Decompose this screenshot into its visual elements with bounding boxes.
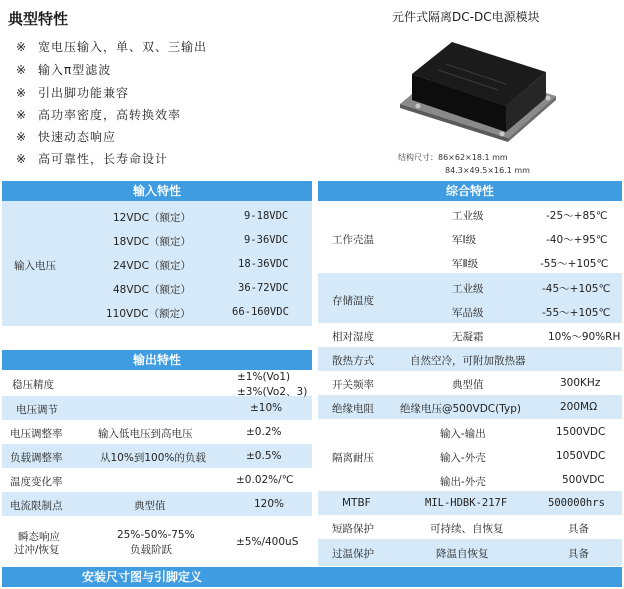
- output-param: 电流限制点: [10, 500, 63, 512]
- output-value: ±0.5%: [246, 450, 282, 462]
- output-param: 电压调整率: [10, 428, 63, 440]
- feature-item: ※ 引出脚功能兼容: [16, 86, 130, 100]
- temp-value: -55～+105℃: [542, 307, 611, 319]
- output-param-sub: 过冲/恢复: [14, 544, 60, 556]
- isolation-cond: 输出-外壳: [440, 476, 486, 488]
- input-header: 输入特性: [2, 181, 312, 201]
- overtemp-value: 具备: [568, 548, 589, 560]
- insul-value: 200MΩ: [560, 401, 598, 413]
- output-value: ±0.2%: [246, 426, 282, 438]
- general-header: 综合特性: [318, 181, 622, 201]
- feature-item: ※ 高功率密度，高转换效率: [16, 108, 182, 122]
- input-nominal: 110VDC（额定）: [106, 308, 191, 320]
- feature-item: ※ 快速动态响应: [16, 130, 117, 144]
- input-nominal: 18VDC（额定）: [113, 236, 191, 248]
- insul-label: 绝缘电阻: [332, 403, 374, 415]
- short-cond: 可持续、自恢复: [430, 523, 504, 535]
- input-range: 36-72VDC: [238, 282, 289, 294]
- isolation-value: 1050VDC: [556, 450, 606, 462]
- worktemp-label: 工作壳温: [332, 234, 374, 246]
- temp-value: -40～+95℃: [546, 234, 608, 246]
- output-param: 电压调节: [16, 404, 58, 416]
- humidity-label: 相对湿度: [332, 331, 374, 343]
- isolation-value: 500VDC: [562, 474, 605, 486]
- short-value: 具备: [568, 523, 589, 535]
- input-table: [2, 181, 312, 201]
- isolation-value: 1500VDC: [556, 426, 606, 438]
- grade: 工业级: [452, 210, 484, 222]
- short-label: 短路保护: [332, 523, 374, 535]
- input-range: 9-36VDC: [244, 234, 289, 246]
- features-title: 典型特性: [8, 10, 69, 28]
- overtemp-cond: 降温自恢复: [436, 548, 489, 560]
- mtbf-value: 500000hrs: [548, 497, 605, 509]
- footer-header: 安装尺寸图与引脚定义: [2, 567, 622, 587]
- product-title: 元件式隔离DC-DC电源模块: [392, 10, 540, 24]
- output-param: 负载调整率: [10, 452, 63, 464]
- grade: 军品级: [452, 307, 484, 319]
- humidity-cond: 无凝霜: [452, 331, 484, 343]
- output-value: ±10%: [250, 402, 283, 414]
- input-range: 9-18VDC: [244, 210, 289, 222]
- output-param: 瞬态响应: [18, 531, 60, 543]
- temp-value: -45～+105℃: [542, 283, 611, 295]
- overtemp-label: 过温保护: [332, 548, 374, 560]
- output-value: 120%: [254, 498, 285, 510]
- cooling-cond: 自然空冷，可附加散热器: [410, 355, 526, 367]
- feature-item: ※ 输入π型滤波: [16, 63, 112, 77]
- temp-value: -25～+85℃: [546, 210, 608, 222]
- insul-cond: 绝缘电压@500VDC(Typ): [400, 403, 521, 415]
- output-value: ±1%(Vo1): [237, 371, 291, 383]
- isolation-label: 隔离耐压: [332, 452, 374, 464]
- dims-alt: 84.3×49.5×16.1 mm: [445, 166, 530, 175]
- freq-cond: 典型值: [452, 379, 484, 391]
- output-param: 温度变化率: [10, 476, 63, 488]
- dims-label: 结构尺寸：86×62×18.1 mm: [398, 153, 508, 162]
- output-header: 输出特性: [2, 350, 312, 370]
- isolation-cond: 输入-外壳: [440, 452, 486, 464]
- feature-item: ※ 高可靠性，长寿命设计: [16, 152, 169, 166]
- input-voltage-label: 输入电压: [14, 260, 56, 272]
- output-cond: 典型值: [134, 500, 166, 512]
- grade: 工业级: [452, 283, 484, 295]
- storetemp-label: 存储温度: [332, 295, 374, 307]
- output-value: ±3%(Vo2、3): [237, 386, 308, 398]
- output-value: ±0.02%/℃: [236, 474, 294, 486]
- output-cond-sub: 负载阶跃: [130, 544, 172, 556]
- isolation-cond: 输入-输出: [440, 428, 486, 440]
- grade: 军Ⅰ级: [452, 234, 477, 246]
- input-range: 18-36VDC: [238, 258, 289, 270]
- humidity-value: 10%～90%RH: [548, 331, 621, 343]
- freq-value: 300KHz: [560, 377, 601, 389]
- output-param: 稳压精度: [12, 379, 54, 391]
- input-nominal: 24VDC（额定）: [113, 260, 191, 272]
- output-cond: 输入低电压到高电压: [98, 428, 193, 440]
- input-nominal: 12VDC（额定）: [113, 212, 191, 224]
- cooling-label: 散热方式: [332, 355, 374, 367]
- input-range: 66-160VDC: [232, 306, 289, 318]
- output-cond: 25%-50%-75%: [117, 529, 195, 541]
- input-nominal: 48VDC（额定）: [113, 284, 191, 296]
- temp-value: -55～+105℃: [540, 258, 609, 270]
- output-value: ±5%/400uS: [236, 536, 299, 548]
- mtbf-label: MTBF: [342, 497, 371, 509]
- module-image: [398, 34, 558, 142]
- freq-label: 开关频率: [332, 379, 374, 391]
- mtbf-cond: MIL-HDBK-217F: [425, 497, 508, 509]
- output-cond: 从10%到100%的负载: [100, 452, 206, 464]
- feature-item: ※ 宽电压输入，单、双、三输出: [16, 40, 208, 54]
- grade: 军Ⅱ级: [452, 258, 479, 270]
